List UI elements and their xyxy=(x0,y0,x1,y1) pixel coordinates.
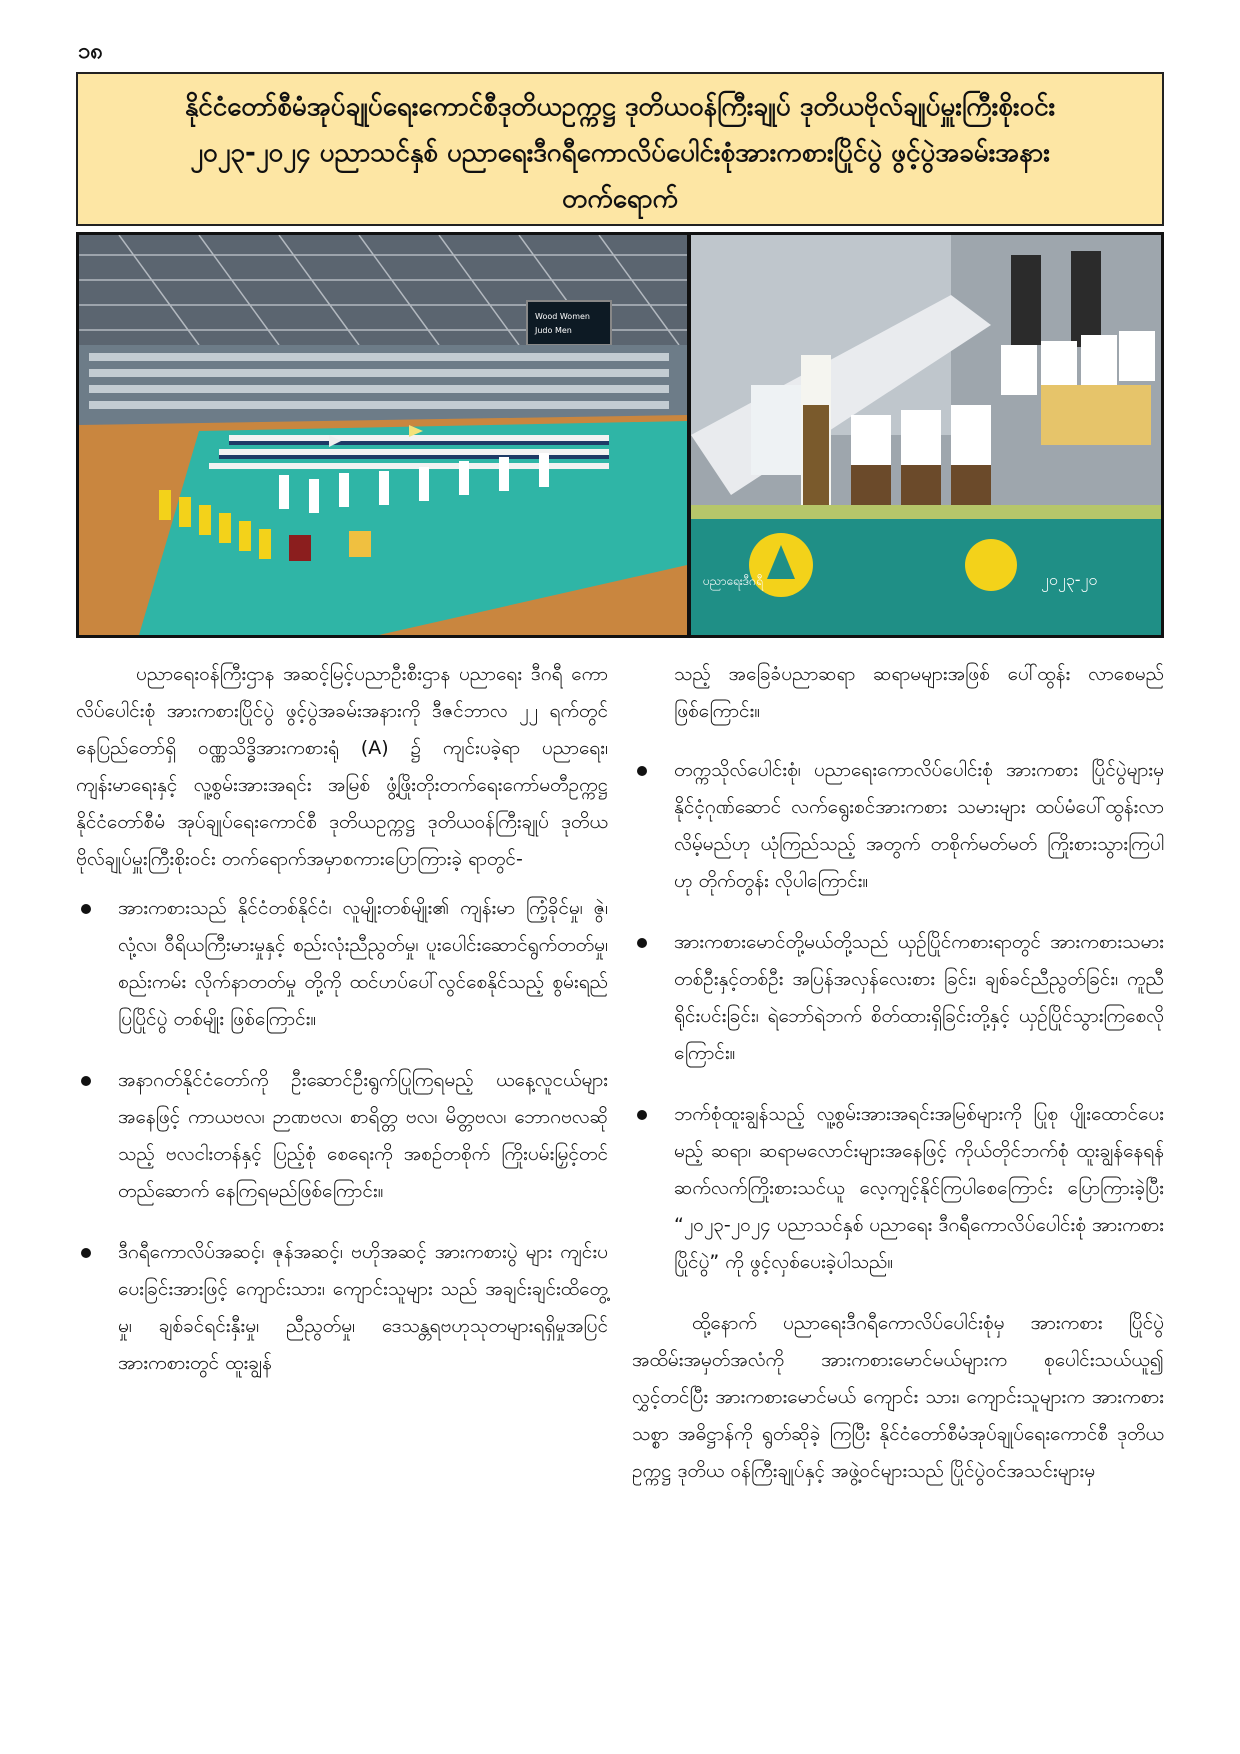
bullet-text: တက္ကသိုလ်ပေါင်းစုံ၊ ပညာရေးကောလိပ်ပေါင်းစုံ အားကစား ပြိုင်ပွဲများမှ နိုင်ငံ့ဂုဏ်ဆောင် လက်ရွေးစင်အားကစား သမားများ ထပ်မံပေါ်ထွန်းလာလိမ့်မည်ဟု ယုံကြည်သည့် အတွက် တစိုက်မတ်မတ် ကြိုးစားသွားကြပါဟု တိုက်တွန်း လိုပါကြောင်း။ xyxy=(674,759,1164,892)
continuation-paragraph: သည့် အခြေခံပညာဆရာ ဆရာမများအဖြစ် ပေါ်ထွန်း လာစေမည်ဖြစ်ကြောင်း။ xyxy=(674,663,1164,722)
bullet-item xyxy=(632,752,1164,900)
intro-paragraph: ပညာရေးဝန်ကြီးဌာန အဆင့်မြင့်ပညာဦးစီးဌာန ပညာရေး ဒီဂရီ ကောလိပ်ပေါင်းစုံ အားကစားပြိုင်ပွဲ ဖွင့်ပွဲအခမ်းအနားကို ဒီဇင်ဘာလ ၂၂ ရက်တွင် နေပြည်တော်ရှိ ဝဏ္ဏသိဒ္ဓိအားကစားရုံ (A) ၌ ကျင်းပခဲ့ရာ ပညာရေး၊ ကျန်းမာရေးနှင့် လူ့စွမ်းအားအရင်း အမြစ် ဖွံ့ဖြိုးတိုးတက်ရေးကော်မတီဥက္ကဋ္ဌ နိုင်ငံတော်စီမံ အုပ်ချုပ်ရေးကောင်စီ ဒုတိယဥက္ကဋ္ဌ ဒုတိယဝန်ကြီးချုပ် ဒုတိယ ဗိုလ်ချုပ်မှူးကြီးစိုးဝင်း တက်ရောက်အမှာစကားပြောကြားခဲ့ ရာတွင်- xyxy=(76,663,608,870)
bullet-icon xyxy=(637,938,647,948)
bullet-icon xyxy=(637,1110,647,1120)
left-text-column xyxy=(76,656,608,1406)
title-line-1: နိုင်ငံတော်စီမံအုပ်ချုပ်ရေးကောင်စီဒုတိယဥက္ကဋ္ဌ ဒုတိယဝန်ကြီးချုပ် ဒုတိယဗိုလ်ချုပ်မှူးကြီးစိုးဝင်း xyxy=(184,92,1056,122)
bullet-item xyxy=(76,1234,608,1382)
bullet-icon xyxy=(81,1248,91,1258)
bullet-item xyxy=(632,1096,1164,1281)
bullet-icon xyxy=(81,904,91,914)
stadium-illustration xyxy=(79,235,687,635)
bullet-item xyxy=(76,890,608,1038)
page-number: ၁၈ xyxy=(78,39,103,64)
scoreboard-line-1: Wood Women xyxy=(535,312,590,321)
right-text-column xyxy=(632,656,1164,1502)
bullet-text: ဒီဂရီကောလိပ်အဆင့်၊ ဇုန်အဆင့်၊ ဗဟိုအဆင့် အားကစားပွဲ များ ကျင်းပပေးခြင်းအားဖြင့် ကျောင်းသား၊ ကျောင်းသူများ သည် အချင်းချင်းထိတွေ့မှု၊ ချစ်ခင်ရင်းနှီးမှု၊ ညီညွတ်မှု၊ ဒေသန္တရဗဟုသုတများရရှိမှုအပြင် အားကစားတွင် ထူးချွန် xyxy=(118,1241,608,1374)
bullet-text: အားကစားမောင်တို့မယ်တို့သည် ယှဉ်ပြိုင်ကစားရာတွင် အားကစားသမား တစ်ဦးနှင့်တစ်ဦး အပြန်အလှန်လေးစား ခြင်း၊ ချစ်ခင်ညီညွတ်ခြင်း၊ ကူညီရိုင်းပင်းခြင်း၊ ရဲဘော်ရဲဘက် စိတ်ထားရှိခြင်းတို့နှင့် ယှဉ်ပြိုင်သွားကြစေလိုကြောင်း။ xyxy=(674,931,1164,1064)
stage-illustration xyxy=(691,235,1161,635)
bullet-text: အနာဂတ်နိုင်ငံတော်ကို ဦးဆောင်ဦးရွက်ပြုကြရမည့် ယနေ့လူငယ်များအနေဖြင့် ကာယဗလ၊ ဉာဏဗလ၊ စာရိတ္တ ဗလ၊ မိတ္တဗလ၊ ဘောဂဗလဆိုသည့် ဗလငါးတန်နှင့် ပြည့်စုံ စေရေးကို အစဉ်တစိုက် ကြိုးပမ်းမြှင့်တင်တည်ဆောက် နေကြရမည်ဖြစ်ကြောင်း။ xyxy=(118,1069,608,1202)
left-bullet-list xyxy=(76,890,608,1382)
stage-banner-text: ပညာရေးဒီဂရီ xyxy=(703,574,763,588)
bullet-text: အားကစားသည် နိုင်ငံတစ်နိုင်ငံ၊ လူမျိုးတစ်မျိုး၏ ကျန်းမာ ကြံ့ခိုင်မှု၊ ဇွဲ၊ လုံ့လ၊ ဝီရိယကြီးမားမှုနှင့် စည်းလုံးညီညွတ်မှု၊ ပူးပေါင်းဆောင်ရွက်တတ်မှု၊ စည်းကမ်း လိုက်နာတတ်မှု တို့ကို ထင်ဟပ်ပေါ်လွင်စေနိုင်သည့် စွမ်းရည်ပြပြိုင်ပွဲ တစ်မျိုး ဖြစ်ကြောင်း။ xyxy=(118,897,608,1030)
speech-stage-photo xyxy=(691,235,1161,635)
stage-banner-years: ၂၀၂၃-၂၀ xyxy=(1041,570,1098,589)
bullet-item xyxy=(76,1062,608,1210)
right-bullet-list xyxy=(632,752,1164,1281)
stadium-ceremony-photo xyxy=(79,235,687,635)
photo-strip xyxy=(76,232,1164,638)
bullet-item xyxy=(632,924,1164,1072)
title-line-2: ၂၀၂၃-၂၀၂၄ ပညာသင်နှစ် ပညာရေးဒီဂရီကောလိပ်ပေါင်းစုံအားကစားပြိုင်ပွဲ ဖွင့်ပွဲအခမ်းအနား xyxy=(190,138,1050,168)
bullet-text: ဘက်စုံထူးချွန်သည့် လူ့စွမ်းအားအရင်းအမြစ်များကို ပြုစု ပျိုးထောင်ပေးမည့် ဆရာ၊ ဆရာမလောင်းများအနေဖြင့် ကိုယ်တိုင်ဘက်စုံ ထူးချွန်နေရန် ဆက်လက်ကြိုးစားသင်ယူ လေ့ကျင့်နိုင်ကြပါစေကြောင်း ပြောကြားခဲ့ပြီး “၂၀၂၃-၂၀၂၄ ပညာသင်နှစ် ပညာရေး ဒီဂရီကောလိပ်ပေါင်းစုံ အားကစား ပြိုင်ပွဲ” ကို ဖွင့်လှစ်ပေးခဲ့ပါသည်။ xyxy=(674,1103,1164,1273)
bullet-icon xyxy=(81,1076,91,1086)
article-title-box xyxy=(76,72,1164,226)
bullet-icon xyxy=(637,766,647,776)
title-line-3: တက်ရောက် xyxy=(562,184,678,214)
closing-paragraph: ထို့နောက် ပညာရေးဒီဂရီကောလိပ်ပေါင်းစုံမှ အားကစား ပြိုင်ပွဲ အထိမ်းအမှတ်အလံကို အားကစားမောင်မယ်များက စုပေါင်းသယ်ယူ၍ လွှင့်တင်ပြီး အားကစားမောင်မယ် ကျောင်း သား၊ ကျောင်းသူများက အားကစားသစ္စာ အဓိဋ္ဌာန်ကို ရွတ်ဆိုခဲ့ ကြပြီး နိုင်ငံတော်စီမံအုပ်ချုပ်ရေးကောင်စီ ဒုတိယဥက္ကဋ္ဌ ဒုတိယ ဝန်ကြီးချုပ်နှင့် အဖွဲ့ဝင်များသည် ပြိုင်ပွဲဝင်အသင်းများမှ xyxy=(632,1312,1164,1482)
scoreboard-line-2: Judo Men xyxy=(535,326,572,335)
